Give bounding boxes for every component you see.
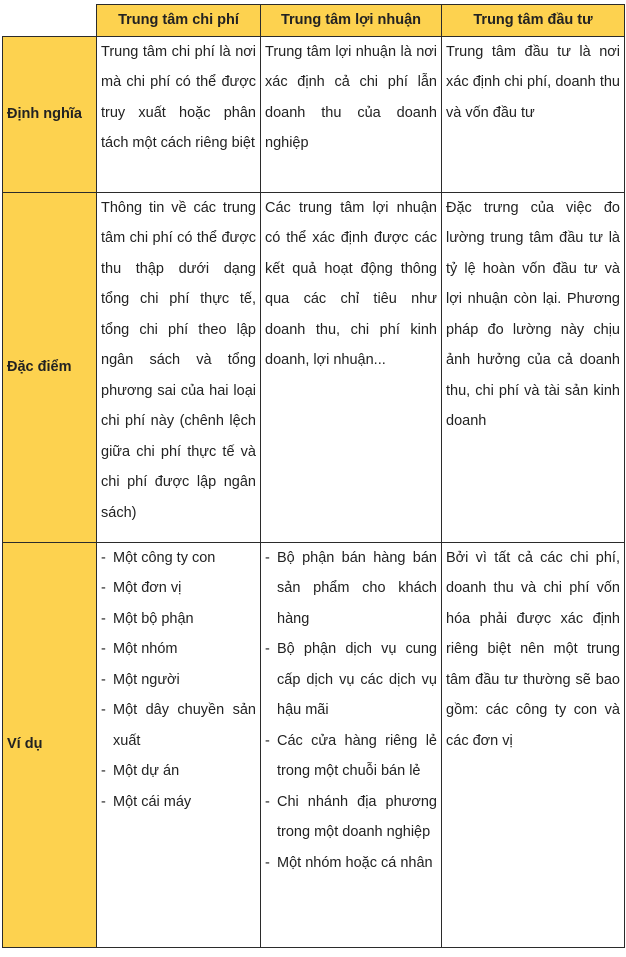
list-item [265, 543, 437, 635]
list-item [101, 787, 256, 818]
list-item [265, 634, 437, 726]
examples-cost-center [97, 542, 261, 947]
list-item [101, 756, 256, 787]
list-item-text: Bộ phận dịch vụ cung cấp dịch vụ các dịch vụ hậu mãi [277, 641, 437, 718]
dash-marker: - [265, 732, 270, 749]
row-header-examples: Ví dụ [3, 542, 97, 947]
characteristics-cost-center: Thông tin về các trung tâm chi phí có thể được thu thập dưới dạng tổng chi phí thực tế, tổng chi phí theo lập ngân sách và tổng phương sai của hai loại chi phí này (chênh lệch giữa chi phí thực tế và chi phí được lập ngân sách) [97, 192, 261, 542]
list-item-text: Một cái máy [113, 793, 192, 810]
dash-marker: - [265, 641, 270, 657]
list-item [101, 665, 256, 696]
definition-investment-center: Trung tâm đầu tư là nơi xác định chi phí, doanh thu và vốn đầu tư [442, 36, 625, 192]
list-item [265, 726, 437, 787]
comparison-table [2, 4, 625, 948]
row-examples [3, 542, 625, 947]
column-header-cost-center: Trung tâm chi phí [97, 5, 261, 37]
characteristics-profit-center: Các trung tâm lợi nhuận có thể xác định được các kết quả hoạt động thông qua các chỉ tiêu như doanh thu, chi phí kinh doanh, lợi nhuận... [261, 192, 442, 542]
dash-marker: - [101, 763, 106, 779]
dash-marker: - [265, 549, 270, 566]
list-item [101, 634, 256, 665]
list-item [101, 573, 256, 604]
column-header-profit-center: Trung tâm lợi nhuận [261, 5, 442, 37]
dash-marker: - [265, 793, 270, 810]
header-row [3, 5, 625, 37]
list-item [265, 787, 437, 848]
definition-cost-center: Trung tâm chi phí là nơi mà chi phí có thể được truy xuất hoặc phân tách một cách riêng biệt [97, 36, 261, 192]
definition-profit-center: Trung tâm lợi nhuận là nơi xác định cả chi phí lẫn doanh thu của doanh nghiệp [261, 36, 442, 192]
dash-marker: - [101, 671, 106, 688]
examples-profit-center-list [265, 543, 437, 879]
row-characteristics [3, 192, 625, 542]
list-item-text: Một nhóm hoặc cá nhân [277, 854, 433, 871]
list-item-text: Một dự án [113, 763, 180, 779]
examples-investment-center: Bởi vì tất cả các chi phí, doanh thu và chi phí vốn hóa phải được xác định riêng biệt nên một trung tâm đầu tư thường sẽ bao gồm: các công ty con và các đơn vị [442, 542, 625, 947]
list-item-text: Một người [113, 671, 180, 688]
examples-profit-center [261, 542, 442, 947]
dash-marker: - [101, 610, 106, 627]
corner-cell [3, 5, 97, 37]
list-item-text: Các cửa hàng riêng lẻ trong một chuỗi bán lẻ [277, 732, 437, 779]
row-definition [3, 36, 625, 192]
list-item-text: Một bộ phận [113, 610, 194, 627]
list-item-text: Một công ty con [113, 549, 216, 566]
list-item [101, 604, 256, 635]
dash-marker: - [101, 580, 106, 596]
dash-marker: - [101, 702, 106, 718]
list-item-text: Chi nhánh địa phương trong một doanh nghiệp [277, 793, 437, 840]
row-header-definition: Định nghĩa [3, 36, 97, 192]
dash-marker: - [265, 854, 270, 871]
list-item-text: Một dây chuyền sản xuất [113, 702, 256, 749]
list-item-text: Bộ phận bán hàng bán sản phẩm cho khách hàng [277, 549, 437, 627]
dash-marker: - [101, 641, 106, 657]
column-header-investment-center: Trung tâm đầu tư [442, 5, 625, 37]
list-item-text: Một nhóm [113, 641, 178, 657]
list-item-text: Một đơn vị [113, 580, 182, 596]
characteristics-investment-center: Đặc trưng của việc đo lường trung tâm đầu tư là tỷ lệ hoàn vốn đầu tư và lợi nhuận còn lại. Phương pháp đo lường này chịu ảnh hưởng của cả doanh thu, chi phí và tài sản kinh doanh [442, 192, 625, 542]
dash-marker: - [101, 793, 106, 810]
list-item [265, 848, 437, 879]
dash-marker: - [101, 549, 106, 566]
examples-cost-center-list [101, 543, 256, 818]
list-item [101, 695, 256, 756]
row-header-characteristics: Đặc điểm [3, 192, 97, 542]
list-item [101, 543, 256, 574]
